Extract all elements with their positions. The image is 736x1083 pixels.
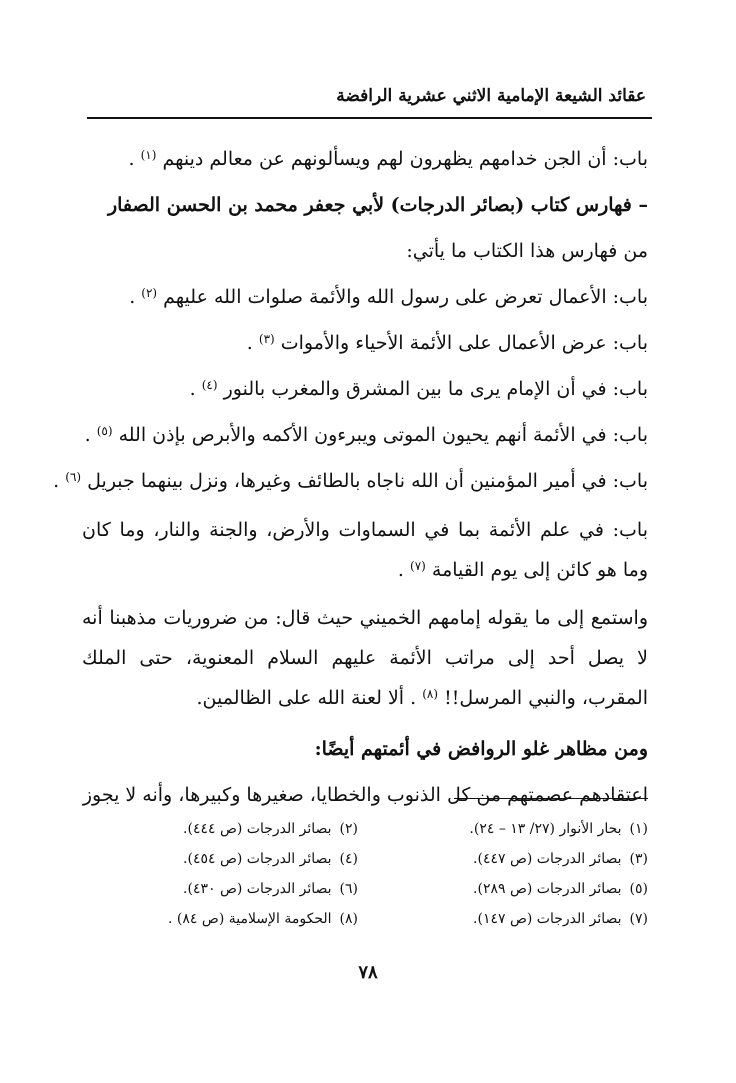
footnote-ref: (٣): [258, 332, 275, 346]
footnote-item: [358, 904, 648, 934]
entry-tail: .: [246, 332, 253, 354]
footnote-text: بصائر الدرجات (ص ٤٣٠).: [183, 881, 332, 897]
entry-text: باب: أن الجن خدامهم يظهرون لهم ويسألونهم عن معالم دينهم: [162, 148, 648, 170]
entry-text: باب: في أن الإمام يرى ما بين المشرق والمغرب بالنور: [223, 378, 648, 400]
footnote-ref: (١): [140, 148, 157, 162]
chapter-entry: [82, 366, 648, 412]
footnote-text: بصائر الدرجات (ص ٤٥٤).: [183, 851, 332, 867]
footnote-rule: [454, 798, 648, 799]
entry-tail: .: [397, 559, 404, 581]
entry-text: باب: الأعمال تعرض على رسول الله والأئمة صلوات الله عليهم: [163, 286, 648, 308]
spacer: [82, 718, 648, 726]
footnote-item: [358, 814, 648, 844]
continuation-text: اعتقادهم عصمتهم من كل الذنوب والخطايا، صغيرها وكبيرها، وأنه لا يجوز: [82, 784, 648, 806]
entry-text: باب: عرض الأعمال على الأئمة الأحياء والأموات: [280, 332, 648, 354]
footnote-ref: (٨): [422, 687, 439, 701]
paragraph-tail: . ألا لعنة الله على الظالمين.: [196, 687, 417, 709]
footnote-item: [82, 904, 358, 934]
footnote-number: (٥): [629, 881, 648, 897]
entry-text: باب: في الأئمة أنهم يحيون الموتى ويبرءون الأكمه والأبرص بإذن الله: [118, 424, 648, 446]
footnote-text: بصائر الدرجات (ص ٤٤٧).: [473, 851, 622, 867]
chapter-entry: [82, 412, 648, 458]
entry-tail: .: [84, 424, 91, 446]
page-body: [53, 136, 648, 818]
chapter-entry: [53, 458, 648, 504]
chapter-entry: [82, 136, 648, 182]
chapter-entry: [82, 320, 648, 366]
page-number: ٧٨: [358, 962, 378, 983]
footnote-number: (٧): [629, 911, 648, 927]
footnote-ref: (٥): [96, 424, 113, 438]
footnote-item: [82, 874, 358, 904]
entry-tail: .: [128, 148, 135, 170]
footnote-number: (٣): [629, 851, 648, 867]
footnote-text: بحار الأنوار (٢٧/ ١٣ – ٢٤).: [469, 821, 622, 837]
subheading-text: ومن مظاهر غلو الروافض في أئمتهم أيضًا:: [314, 738, 648, 760]
footnote-ref: (٦): [65, 470, 82, 484]
footnote-text: الحكومة الإسلامية (ص ٨٤) .: [168, 911, 332, 927]
footnote-number: (٦): [339, 881, 358, 897]
spacer: [82, 590, 648, 598]
footnote-number: (٢): [339, 821, 358, 837]
footnote-item: [358, 844, 648, 874]
intro-text: من فهارس هذا الكتاب ما يأتي:: [406, 240, 648, 262]
entry-tail: .: [53, 470, 60, 492]
chapter-entry-wrapped: [82, 510, 648, 590]
continuation-line: [82, 772, 648, 818]
index-heading-text: – فهارس كتاب (بصائر الدرجات) لأبي جعفر محمد بن الحسن الصفار: [107, 194, 648, 216]
paragraph-text: واستمع إلى ما يقوله إمامهم الخميني حيث قال: من ضروريات مذهبنا أنه لا يصل أحد إلى مراتب الأئمة عليهم السلام المعنوية، حتى الملك المقرب، والنبي المرسل!!: [82, 607, 648, 709]
footnote-ref: (٢): [141, 286, 158, 300]
header-rule: [87, 117, 652, 119]
footnote-number: (٨): [339, 911, 358, 927]
footnote-ref: (٤): [201, 378, 218, 392]
footnotes: [82, 814, 648, 934]
entry-text: باب: في علم الأئمة بما في السماوات والأرض، والجنة والنار، وما كان وما هو كائن إلى يوم القيامة: [82, 519, 648, 581]
entry-tail: .: [129, 286, 136, 308]
footnote-text: بصائر الدرجات (ص ٤٤٤).: [183, 821, 332, 837]
footnote-item: [358, 874, 648, 904]
footnote-item: [82, 814, 358, 844]
entry-tail: .: [189, 378, 196, 400]
entry-text: باب: في أمير المؤمنين أن الله ناجاه بالطائف وغيرها، ونزل بينهما جبريل: [87, 470, 648, 492]
intro-line: [82, 228, 648, 274]
footnote-item: [82, 844, 358, 874]
khomeini-paragraph: [82, 598, 648, 718]
footnote-number: (٤): [339, 851, 358, 867]
section-subheading: [82, 726, 648, 772]
index-heading: [82, 182, 648, 228]
chapter-entry: [82, 274, 648, 320]
footnote-text: بصائر الدرجات (ص ٢٨٩).: [473, 881, 622, 897]
footnote-number: (١): [629, 821, 648, 837]
running-header: عقائد الشيعة الإمامية الاثني عشرية الرافضة: [336, 86, 646, 106]
footnote-ref: (٧): [410, 559, 426, 573]
footnote-text: بصائر الدرجات (ص ١٤٧).: [473, 911, 622, 927]
